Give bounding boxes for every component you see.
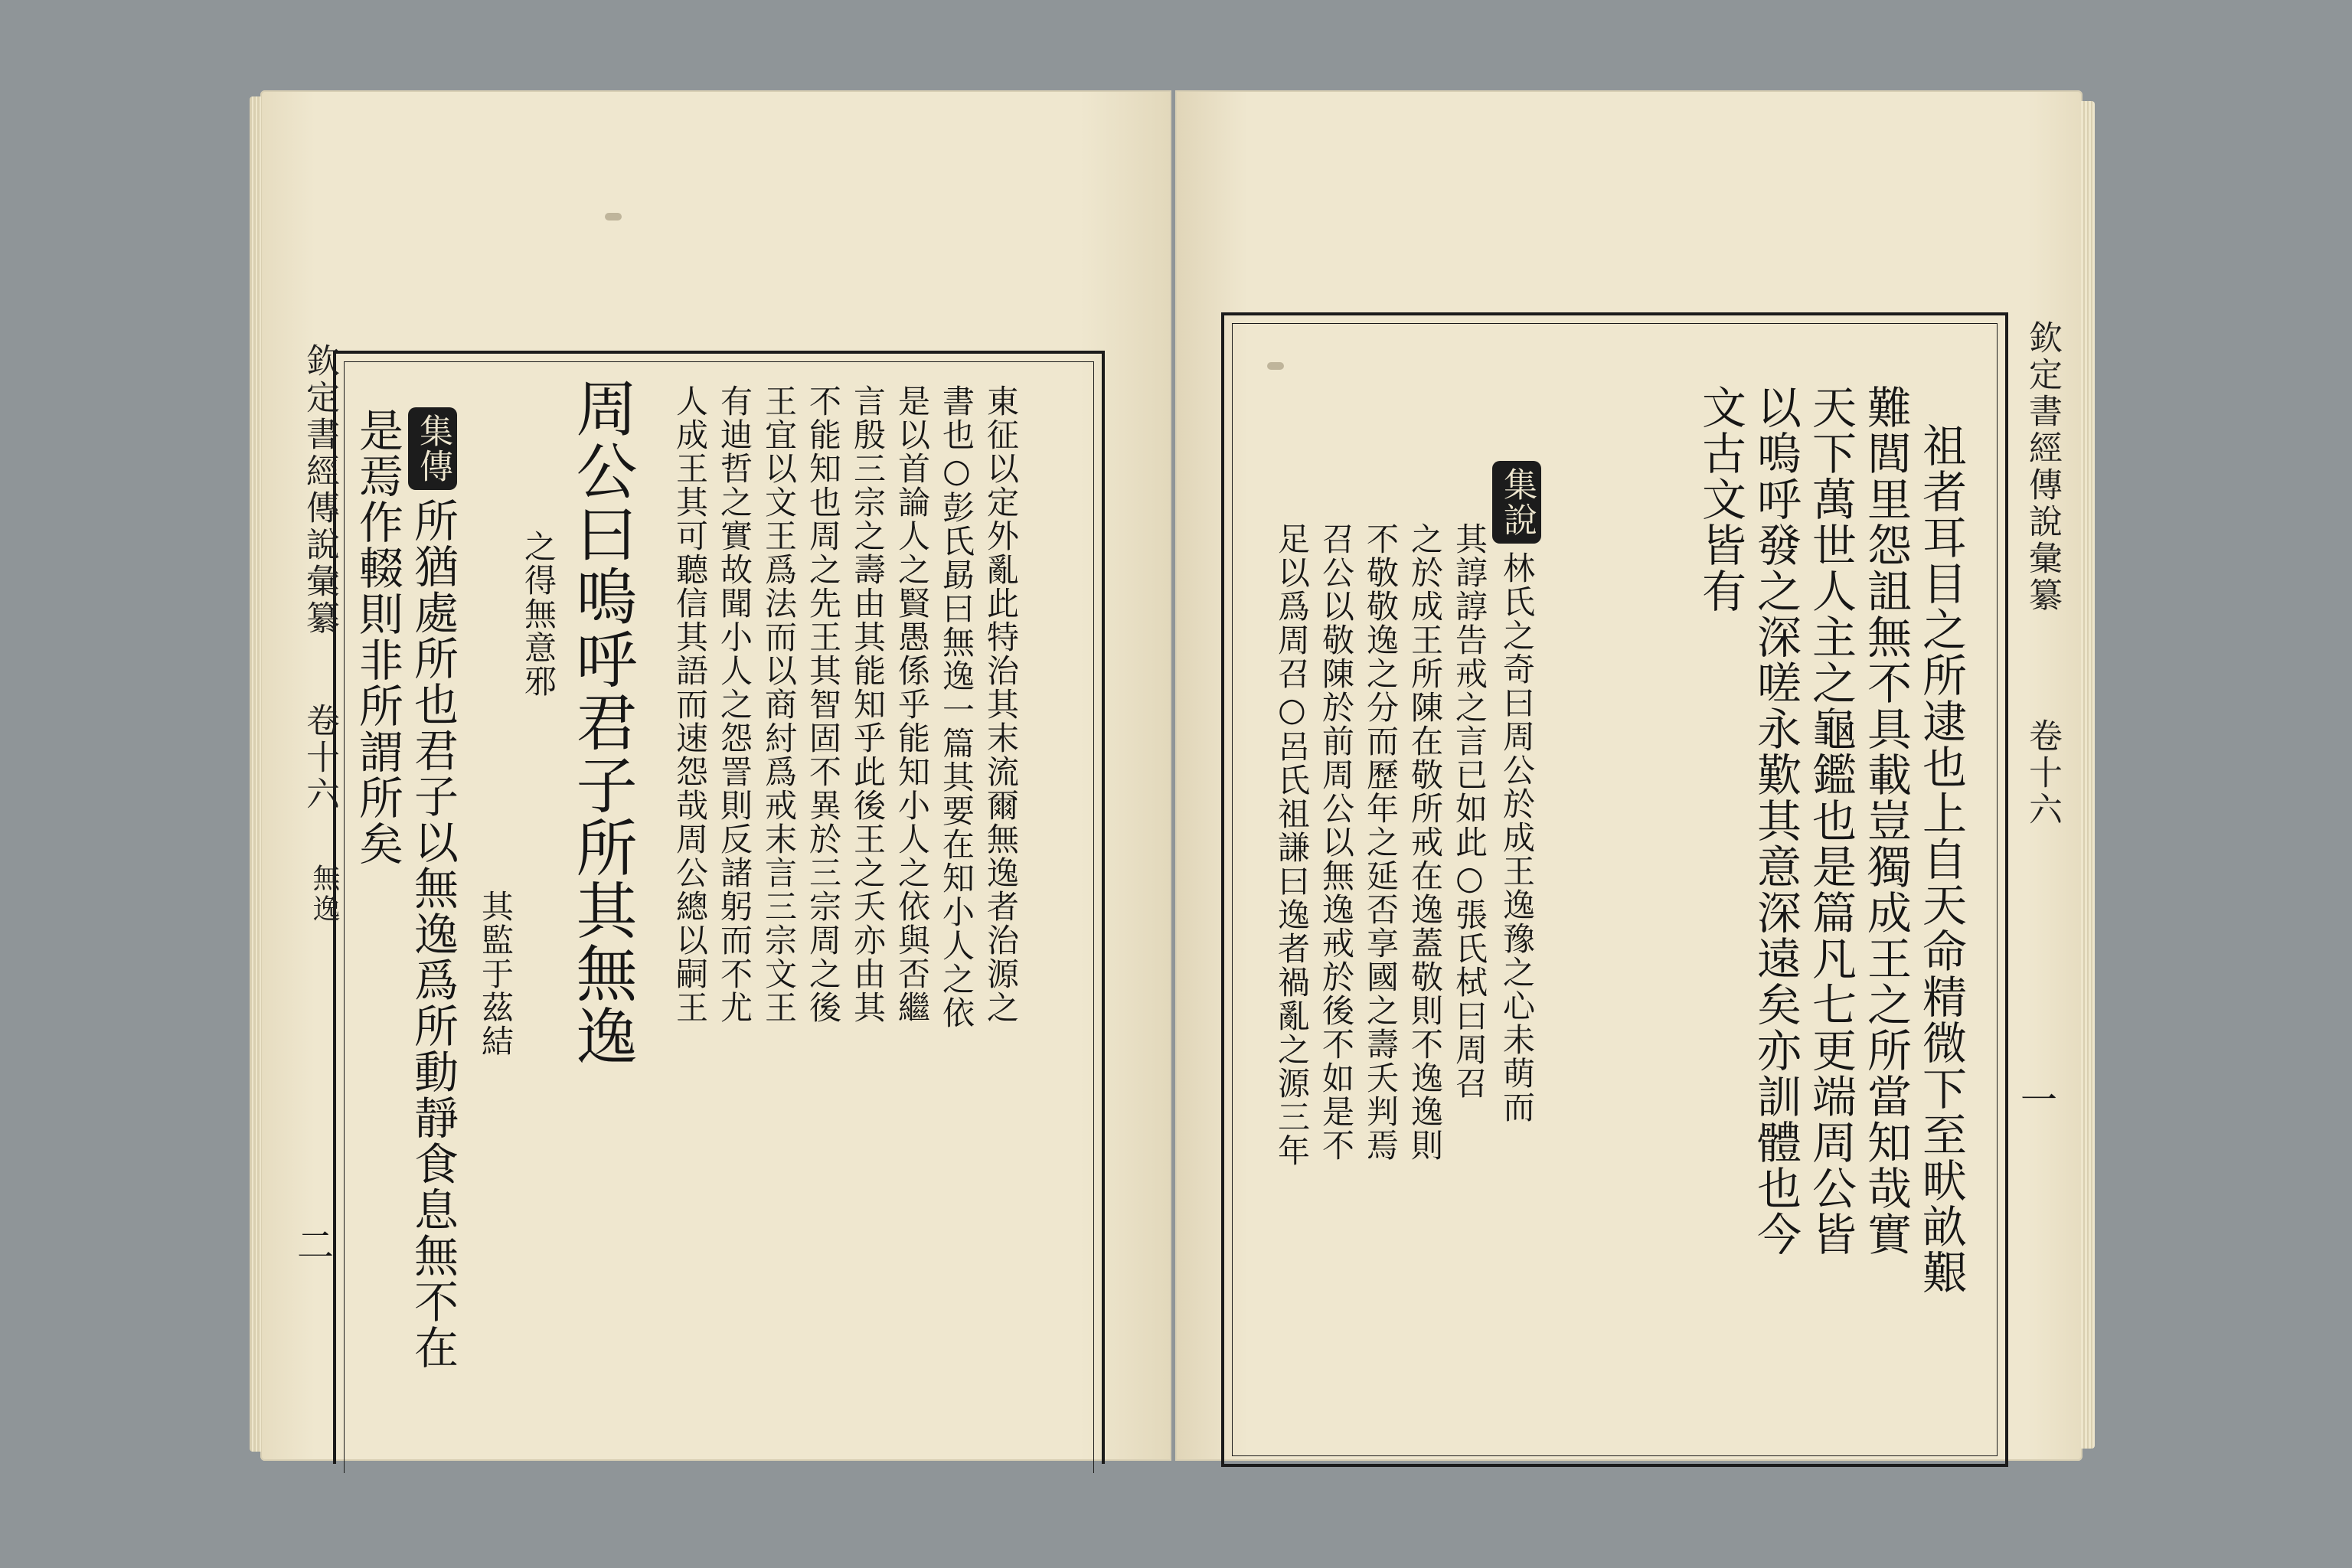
spine-title: 欽定書經傳說彙纂 xyxy=(2023,320,2062,614)
text-frame xyxy=(333,351,1105,1464)
commentary-col: 不敬敬逸之分而歷年之延否享國之壽夭判焉 xyxy=(1362,522,1400,1162)
commentary-col: 足以爲周召○呂氏祖謙曰逸者禍亂之源三年 xyxy=(1273,522,1311,1168)
text-frame xyxy=(1221,312,2008,1467)
text-col: 人成王其可聽信其語而速怨哉周公總以嗣王 xyxy=(671,384,709,1024)
spine-volume: 卷十六 xyxy=(300,703,339,813)
annotation-text: 所猶處所也君子以無逸爲所動靜食息無不在 xyxy=(407,498,459,1370)
annotation-col xyxy=(405,407,460,1370)
folio-number: 一 xyxy=(2020,1079,2058,1122)
left-page xyxy=(260,90,1171,1461)
binding-hole xyxy=(605,213,622,220)
text-col: 不能知也周之先王其智固不異於三宗周之後 xyxy=(805,384,842,1024)
spine-chapter: 無逸 xyxy=(309,864,340,925)
commentary-col: 集說林氏之奇曰周公於成王逸豫之心未萌而 xyxy=(1492,461,1541,1124)
text-col: 天下萬世人主之龜鑑也是篇凡七更端周公皆 xyxy=(1805,384,1857,1257)
text-col: 東征以定外亂此特治其末流爾無逸者治源之 xyxy=(982,384,1020,1024)
text-col: 書也○彭氏勗曰無逸一篇其要在知小人之依 xyxy=(938,384,975,1030)
commentary-col: 之於成王所陳在敬所戒在逸蓋敬則不逸逸則 xyxy=(1406,522,1444,1162)
annotation-col: 是焉作輟則非所謂所矣 xyxy=(351,407,403,867)
text-col: 以嗚呼發之深嗟永歎其意深遠矣亦訓體也今 xyxy=(1749,384,1802,1257)
page-edges-left xyxy=(250,96,262,1452)
text-col: 王宜以文王爲法而以商紂爲戒末言三宗文王 xyxy=(760,384,798,1024)
headline: 周公曰嗚呼君子所其無逸 xyxy=(566,377,637,1067)
page-edges-right xyxy=(2081,101,2095,1449)
text-col: 難閭里怨詛無不具載豈獨成王之所當知哉實 xyxy=(1860,384,1912,1257)
spine-volume: 卷十六 xyxy=(2023,718,2062,828)
text-col: 之得無意邪 xyxy=(520,530,557,698)
text-col: 有迪哲之實故聞小人之怨詈則反諸躬而不尤 xyxy=(716,384,753,1024)
folio-number: 二 xyxy=(297,1224,335,1267)
jizhuan-tag: 集傳 xyxy=(408,407,457,490)
text-col: 祖者耳目之所逮也上自天命精微下至畎畝艱 xyxy=(1915,423,1967,1295)
commentary-col: 其諄諄告戒之言已如此○張氏栻曰周召 xyxy=(1451,522,1488,1100)
right-page xyxy=(1175,90,2082,1461)
open-book xyxy=(260,90,2082,1468)
text-col: 其監于茲結 xyxy=(477,890,514,1058)
text-col: 文古文皆有 xyxy=(1694,384,1746,614)
jishuo-tag: 集說 xyxy=(1492,461,1541,544)
text-col: 言殷三宗之壽由其能知乎此後王之夭亦由其 xyxy=(849,384,887,1024)
spine-title: 欽定書經傳說彙纂 xyxy=(300,343,339,637)
text-col: 是以首論人之賢愚係乎能知小人之依與否繼 xyxy=(893,384,931,1024)
commentary-col: 召公以敬陳於前周公以無逸戒於後不如是不 xyxy=(1318,522,1355,1162)
